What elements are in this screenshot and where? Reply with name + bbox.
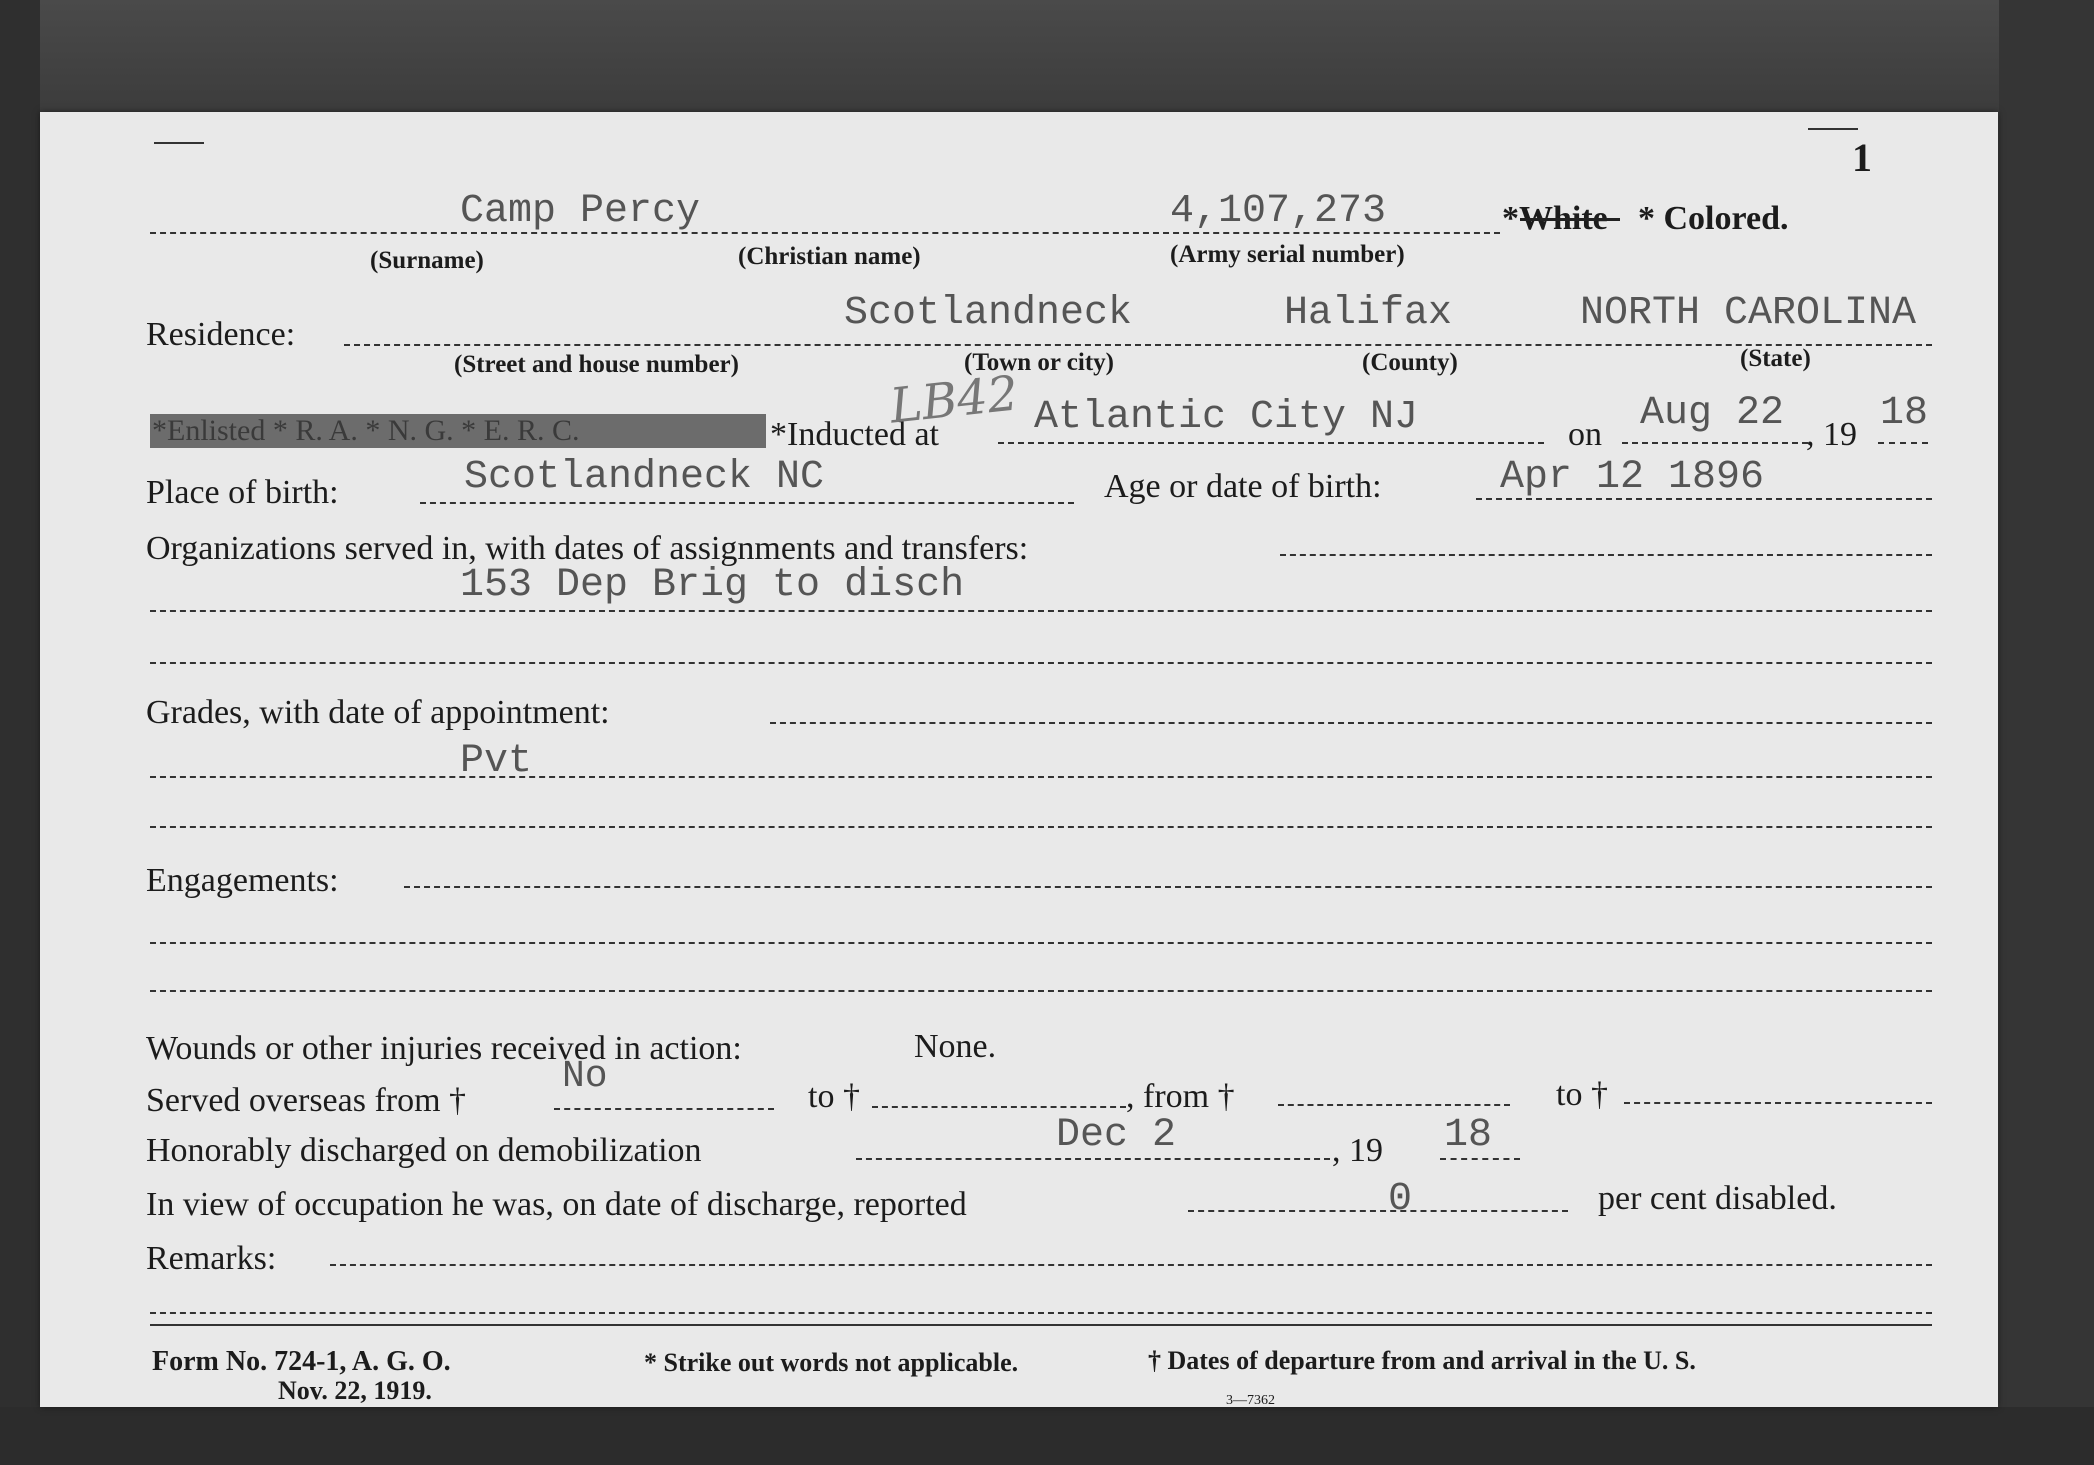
remarks-line-2 [150,1312,1932,1314]
state-caption: (State) [1740,345,1811,372]
grades-line-1 [770,722,1932,724]
dates-note: † Dates of departure from and arrival in the U. S. [1148,1346,1696,1375]
per-cent-label: per cent disabled. [1598,1180,1837,1217]
engagements-line-2 [150,942,1932,944]
grades-label: Grades, with date of appointment: [146,694,610,731]
grades-line-2 [150,776,1932,778]
organizations-line-2 [150,610,1932,612]
scan-background-bottom [0,1407,2094,1465]
engagements-line-1 [404,886,1932,888]
engagements-label: Engagements: [146,862,339,899]
discharge-date-value: Dec 2 [1056,1113,1177,1158]
overseas-from-line-2 [1278,1104,1510,1106]
grades-line-3 [150,826,1932,828]
christian-name-caption: (Christian name) [738,243,921,270]
race-white-strike [1520,218,1620,221]
induction-date-value: Aug 22 [1640,391,1785,436]
on-label: on [1568,416,1602,453]
name-value: Camp Percy [460,189,701,234]
discharge-date-line [856,1158,1330,1160]
residence-label: Residence: [146,316,296,353]
discharge-year-prefix: , 19 [1332,1132,1383,1169]
inducted-line [998,442,1544,444]
age-or-dob-label: Age or date of birth: [1104,468,1382,505]
overseas-to-label-2: to † [1556,1076,1608,1113]
state-value: NORTH CAROLINA [1580,291,1917,336]
serial-number-value: 4,107,273 [1170,189,1387,234]
disabled-percent-value: 0 [1388,1177,1413,1222]
wounds-value: None. [914,1028,997,1065]
organizations-label: Organizations served in, with dates of assignments and transfers: [146,530,1029,567]
remarks-label: Remarks: [146,1240,277,1277]
scan-background-left [0,0,40,1465]
induction-year-line [1878,442,1928,444]
county-value: Halifax [1284,291,1453,336]
top-right-rule [1808,128,1858,130]
street-caption: (Street and house number) [454,351,739,378]
remarks-line-1 [330,1264,1932,1266]
overseas-from-line [554,1108,774,1110]
in-view-label: In view of occupation he was, on date of discharge, reported [146,1186,967,1223]
overseas-from-label-2: , from † [1126,1078,1235,1115]
scan-background-top [0,0,2094,112]
race-colored-option: * Colored. [1638,200,1789,237]
overseas-to-label-1: to † [808,1078,860,1115]
inducted-at-label: *Inducted at [770,416,939,453]
residence-line [344,344,1932,346]
inducted-place-value: Atlantic City NJ [1034,395,1419,440]
surname-caption: (Surname) [370,247,484,274]
birth-date-value: Apr 12 1896 [1500,455,1765,500]
discharge-year-line [1440,1158,1520,1160]
top-left-rule [154,142,204,144]
town-caption: (Town or city) [964,349,1114,376]
county-caption: (County) [1362,349,1458,376]
organizations-line-3 [150,662,1932,664]
organizations-line-1 [1280,554,1932,556]
birth-date-line [1476,498,1932,500]
grade-value: Pvt [460,739,533,784]
overseas-value: No [562,1055,608,1098]
discharge-year-value: 18 [1444,1113,1493,1158]
wounds-label: Wounds or other injuries received in action: [146,1030,742,1067]
scan-background-right [1999,0,2094,1465]
name-line [150,232,1500,234]
induction-year-prefix: , 19 [1806,416,1857,453]
birth-place-line [420,502,1074,504]
form-number: Form No. 724-1, A. G. O. [152,1346,451,1377]
race-white-option: *White [1502,200,1608,237]
organization-value: 153 Dep Brig to disch [460,563,965,608]
handwritten-code: LB42 [887,365,1021,435]
town-value: Scotlandneck [844,291,1133,336]
strike-note: * Strike out words not applicable. [644,1348,1019,1377]
place-of-birth-label: Place of birth: [146,474,339,511]
disabled-percent-line [1188,1210,1568,1212]
discharged-label: Honorably discharged on demobilization [146,1132,702,1169]
birth-place-value: Scotlandneck NC [464,455,825,500]
serial-number-caption: (Army serial number) [1170,241,1405,268]
form-date: Nov. 22, 1919. [278,1376,432,1405]
service-record-card [40,112,1998,1407]
print-code: 3—7362 [1226,1393,1275,1408]
overseas-to-line-1 [872,1106,1126,1108]
engagements-line-3 [150,990,1932,992]
induction-date-line [1622,442,1808,444]
footer-rule [150,1324,1932,1326]
served-overseas-label: Served overseas from † [146,1082,467,1119]
enlisted-options: *Enlisted * R. A. * N. G. * E. R. C. [152,414,580,447]
overseas-to-line-2 [1624,1102,1932,1104]
card-number: 1 [1852,135,1872,180]
induction-year-value: 18 [1880,391,1929,436]
